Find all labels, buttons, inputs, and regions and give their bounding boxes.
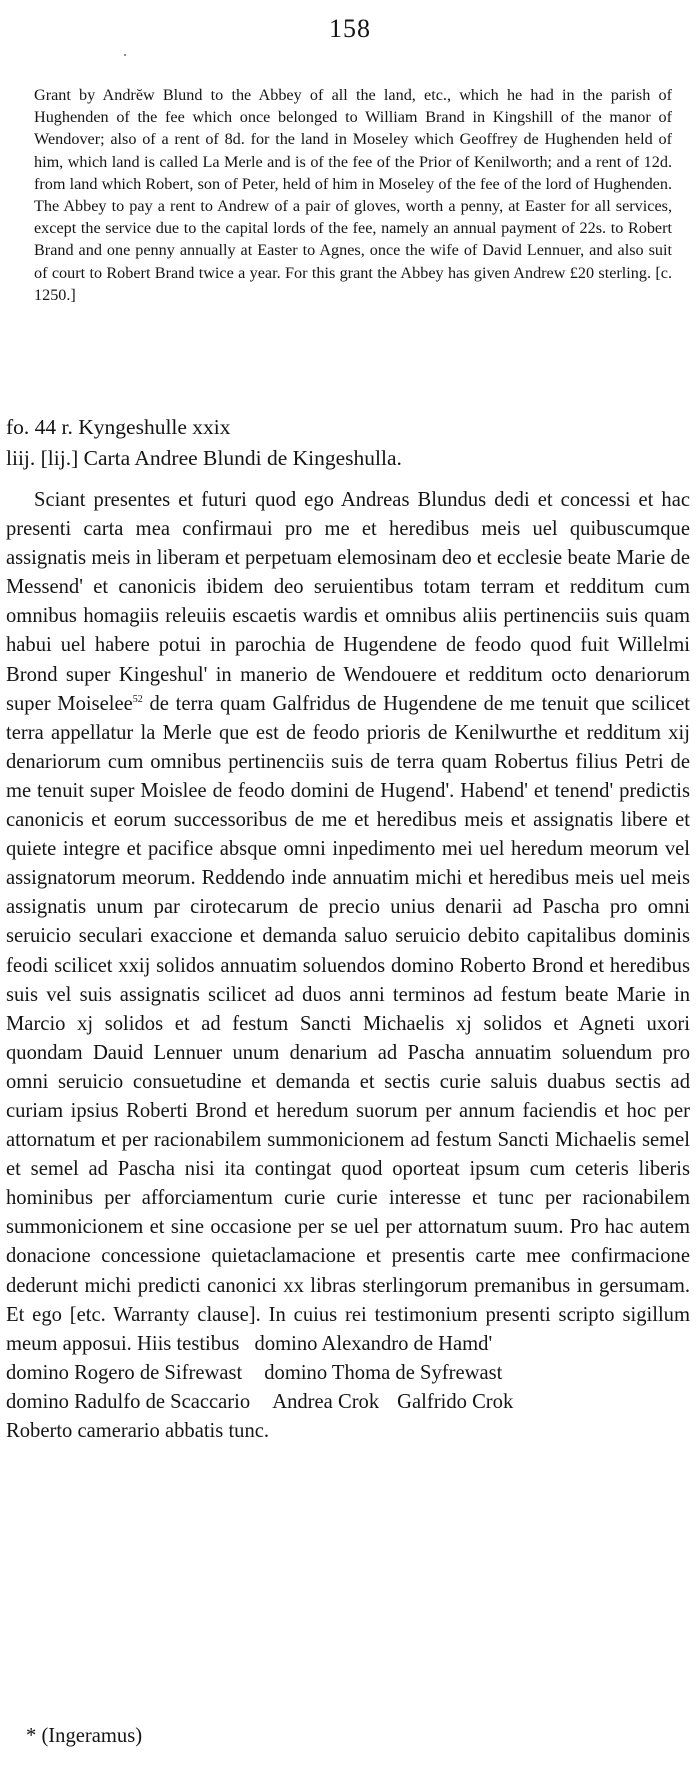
page-number: 158: [329, 14, 371, 43]
latin-text-part-1: Sciant presentes et futuri quod ego Andreas Blundus dedi et concessi et hac presenti carta mea confirmaui pro me et heredibus meis uel quibuscumque assignatis meis in liberam et perpetuam elemosinam deo et ecclesie beate Marie de Messend' et canonicis ibidem deo seruientibus totam terram et redditum cum omnibus homagiis releuiis escaetis wardis et omnibus aliis pertinenciis suis quam habui uel habere potui in parochia de Hugendene de feodo quod fuit Willelmi Brond super Kingeshul' in manerio de Wendouere et redditum octo denariorum super Moiselee: [6, 489, 690, 715]
witness-3: domino Thoma de Syfrewast: [264, 1361, 503, 1384]
summary-text: Grant by Andrĕw Blund to the Abbey of all the land, etc., which he had in the parish of Hughenden of the fee which once belonged to William Brand in Kingshill of the manor of Wendover; also of a rent of 8d. for the land in Moseley which Geoffrey de Hughenden held of him, which land is called La Merle and is of the fee of the Prior of Kenilworth; and a rent of 12d. from land which Robert, son of Peter, held of him in Moseley of the fee of the lord of Hughenden. The Abbey to pay a rent to Andrew of a pair of gloves, worth a penny, at Easter for all services, except the service due to the capital lords of the fee, namely an annual payment of 22s. to Robert Brand and one penny annually at Easter to Agnes, once the wife of David Lennuer, and also suit of court to Robert Brand twice a year. For this grant the Abbey has given Andrew £20 sterling. [c. 1250.]: [34, 86, 672, 304]
witness-6: Galfrido Crok: [397, 1390, 514, 1413]
footnote-reference: 52: [132, 693, 143, 705]
stray-dot: [124, 54, 126, 56]
witness-row-3: [6, 1417, 690, 1446]
folio-heading: fo. 44 r. Kyngeshulle xxix: [6, 415, 231, 439]
charter-title: liij. [lij.] Carta Andree Blundi de Kingeshulla.: [6, 446, 402, 470]
witness-row-2: [6, 1388, 690, 1417]
latin-text-part-2: de terra quam Galfridus de Hugendene de me tenuit que scilicet terra appellatur la Merle que est de feodo prioris de Kenilwurthe et redditum xij denariorum cum omnibus pertinenciis suis de terra quam Robertus filius Petri de me tenuit super Moislee de feodo domini de Hugend'. Habend' et tenend' predictis canonicis et eorum successoribus de me et heredibus meis et assignatis libere et quiete integre et pacifice absque omni inpedimento mei uel heredum meorum vel assignatorum meorum. Reddendo inde annuatim michi et heredibus meis uel meis assignatis unum par cirotecarum de precio unius denarii ad Pascha pro omni seruicio seculari exaccione et demanda saluo seruicio debito capitalibus dominis feodi scilicet xxij solidos annuatim soluendos domino Roberto Brond et heredibus suis vel suis assignatis scilicet ad duos anni terminos ad festum beate Marie in Marcio xj solidos et ad festum Sancti Michaelis xj solidos et Agneti uxori quondam Dauid Lennuer unum denarium ad Pascha annuatim soluendum pro omni seruicio consuetudine et demanda et sectis curie saluis duabus sectis ad curiam ipsius Roberti Brond et heredum suorum per annum faciendis et hoc per attornatum et per racionabilem summonicionem ad festum Sancti Michaelis semel et semel ad Pascha nisi ita contingat quod oporteat ipsum cum ceteris liberis hominibus per afforciamentum curie curie interesse et tunc per racionabilem summonicionem et sine occasione per se uel per attornatum suum. Pro hac autem donacione concessione quietaclamacione et presentis carte mee confirmacione dederunt michi predicti canonici xx libras sterlingorum premanibus in gersumam. Et ego [etc. Warranty clause]. In cuius rei testimonium presenti scripto sigillum meum apposui. Hiis testibus: [6, 692, 690, 1355]
witness-7: Roberto camerario abbatis tunc.: [6, 1420, 270, 1442]
english-summary: [34, 84, 672, 306]
latin-charter-text: [6, 486, 690, 1446]
witness-row-1: [6, 1359, 690, 1388]
witness-2: domino Rogero de Sifrewast: [6, 1361, 243, 1384]
witness-1: domino Alexandro de Hamd': [254, 1332, 493, 1355]
witness-4: domino Radulfo de Scaccario: [6, 1390, 251, 1413]
witness-5: Andrea Crok: [272, 1390, 380, 1413]
marginal-note: * (Ingeramus): [26, 1725, 143, 1747]
